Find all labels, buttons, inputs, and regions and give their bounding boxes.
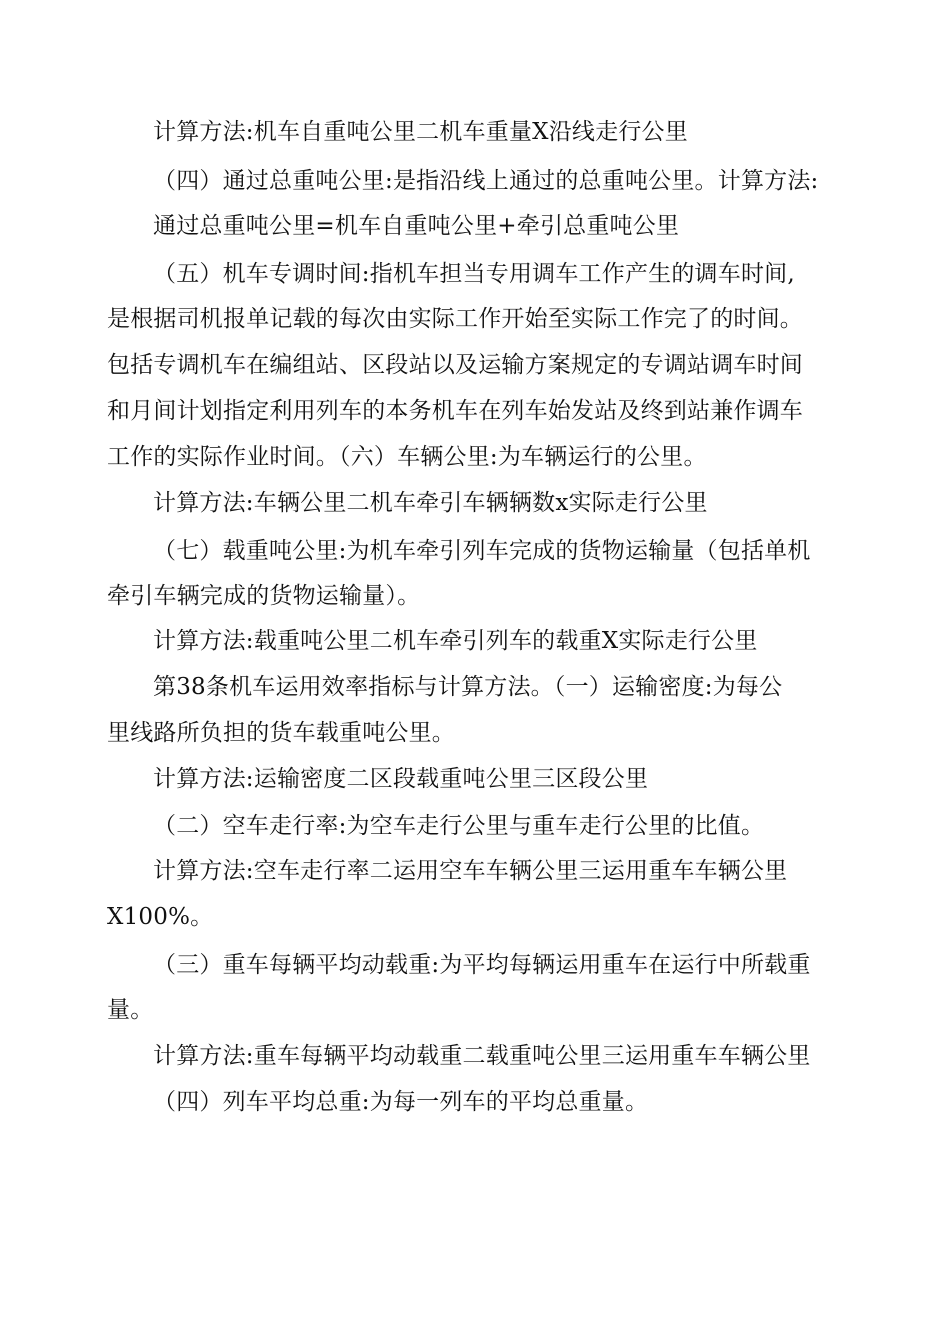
text-line: 通过总重吨公里=机车自重吨公里+牵引总重吨公里 <box>153 213 680 239</box>
text-line: 牵引车辆完成的货物运输量）。 <box>107 583 421 609</box>
text-line: （七）载重吨公里:为机车牵引列车完成的货物运输量（包括单机 <box>153 538 811 564</box>
text-line: （四）通过总重吨公里:是指沿线上通过的总重吨公里。计算方法: <box>153 168 819 194</box>
text-line: （二）空车走行率:为空车走行公里与重车走行公里的比值。 <box>153 813 765 839</box>
text-line: 量。 <box>107 997 154 1023</box>
text-line: 包括专调机车在编组站、区段站以及运输方案规定的专调站调车时间 <box>107 352 803 378</box>
text-line: （三）重车每辆平均动载重:为平均每辆运用重车在运行中所载重 <box>153 952 811 978</box>
text-line: （四）列车平均总重:为每一列车的平均总重量。 <box>153 1089 649 1115</box>
text-line: （五）机车专调时间:指机车担当专用调车工作产生的调车时间, <box>153 261 795 287</box>
text-line: 第38条机车运用效率指标与计算方法。（一）运输密度:为每公 <box>153 674 783 700</box>
text-line: 和月间计划指定利用列车的本务机车在列车始发站及终到站兼作调车 <box>107 398 803 424</box>
text-line: 计算方法:车辆公里二机车牵引车辆辆数x实际走行公里 <box>153 490 708 516</box>
text-line: 计算方法:载重吨公里二机车牵引列车的载重X实际走行公里 <box>153 628 758 654</box>
text-line: 计算方法:空车走行率二运用空车车辆公里三运用重车车辆公里 <box>153 858 788 884</box>
text-line: 计算方法:重车每辆平均动载重二载重吨公里三运用重车车辆公里 <box>153 1043 811 1069</box>
text-line: 计算方法:机车自重吨公里二机车重量X沿线走行公里 <box>153 119 688 145</box>
text-line: 计算方法:运输密度二区段载重吨公里三区段公里 <box>153 766 649 792</box>
text-line: 是根据司机报单记载的每次由实际工作开始至实际工作完了的时间。 <box>107 306 803 332</box>
text-line: 工作的实际作业时间。（六）车辆公里:为车辆运行的公里。 <box>107 444 707 470</box>
text-line: 里线路所负担的货车载重吨公里。 <box>107 720 455 746</box>
text-line: X100%。 <box>107 904 214 930</box>
